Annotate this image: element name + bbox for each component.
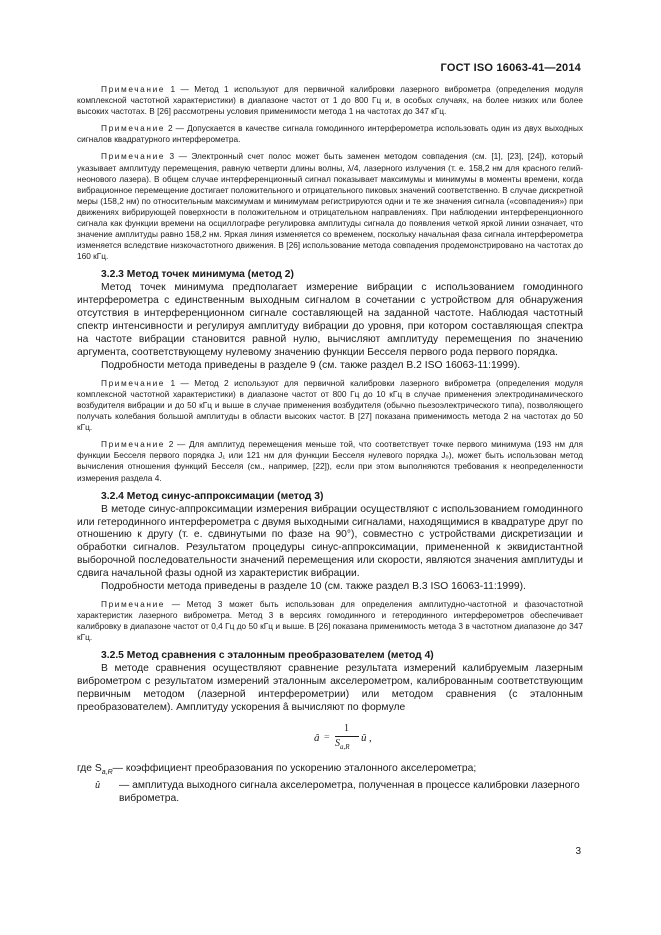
formula-rhs: û xyxy=(361,731,367,744)
section-3-2-3-note-2: Примечание 2 — Для амплитуд перемещения меньше той, что соответствует точке первого минимума (193 нм для функции Бесселя первого порядка J₁ или 121 нм для функции Бесселя нулевого порядка J₀), может быть использован метод вычисления отношения функций Бесселя (см., например, [22]), если при этом выполняются требования к неопределенности измерения раздела 4. xyxy=(77,439,583,483)
formula-comma: , xyxy=(369,731,372,744)
note-1: Примечание 1 — Метод 1 используют для первичной калибровки лазерного виброметра (определения модуля комплексной частотной характеристики) в диапазоне частот от 1 до 800 Гц и, в особых случаях, на более низких или более высоких частотах. В [26] рассмотрены условия применимости метода 1 на частотах до 347 кГц. xyxy=(77,84,583,117)
section-3-2-3-reference: Подробности метода приведены в разделе 9 (см. также раздел В.2 ISO 16063-11:1999). xyxy=(101,359,521,371)
formula-numerator: 1 xyxy=(344,722,349,734)
formula-denominator: $S_{a,R}$ xyxy=(335,737,350,751)
section-3-2-3-paragraph: Метод точек минимума предполагает измерение вибрации с использованием гомодинного интерферометра с единственным выходным сигналом в сочетании с устройством для обнаружения отсутствия в интерференционном сигнале составляющей на заданной частоте. Наблюдая частотный спектр интенсивности и регулируя амплитуду вибрации до уровня, при котором составляющая спектра на частоте вибрации становится равной нулю, вычисляют амплитуду перемещения по значению аргумента, соответствующему нулевому значению функции Бесселя первого рода первого порядка. xyxy=(77,282,583,358)
formula-legend xyxy=(77,763,583,806)
page-content xyxy=(77,84,583,806)
section-3-2-5-heading: 3.2.5 Метод сравнения с эталонным преобразователем (метод 4) xyxy=(101,650,434,662)
fraction-bar xyxy=(335,736,359,737)
formula-lhs: â xyxy=(314,731,320,744)
section-3-2-3-note-1: Примечание 1 — Метод 2 используют для первичной калибровки лазерного виброметра (определения модуля комплексной частотной характеристики) в диапазоне частот от 800 Гц до 10 кГц в случае применения электродинамического возбудителя вибрации и до 50 кГц и выше в случае применения возбудителя (обычно пьезоэлектрического типа), позволяющего получать колебания большой амплитуды в области высоких частот. В [27] показана применимость метода 2 на частотах до 50 кГц. xyxy=(77,377,583,433)
section-3-2-3-heading: 3.2.3 Метод точек минимума (метод 2) xyxy=(101,269,294,281)
formula-equals: = xyxy=(324,731,330,743)
note-3: Примечание 3 — Электронный счет полос может быть заменен методом совпадения (см. [1], [23], [24]), который указывает амплитуду перемещения, равную четверти длины волны, λ/4, лазерного излучения (т. е. 158,2 нм для красного гелий-неонового лазера). В общем случае интерференционный сигнал показывает максимумы и минимумы в моменты времени, когда вибрационное перемещение достигает положительного и отрицательного пиковых значений соответственно. В случае дискретной меры (158,2 нм) по относительным максимумам и минимумам регистрируются одни и те же значения сигнала («совпадения») при движениях вибрирующей поверхности в положительном и отрицательном направлениях. При наблюдении интерференционного сигнала как функции времени на осциллографе регулировка амплитуды сигнала до появления четкой яркой линии означает, что значение амплитуды равно 158,2 нм. Яркая линия изменяется со временем, поскольку начальная фаза сигнала интерферометра изменяется вследствие низкочастотного движения. В [26] использование метода совпадения продемонстрировано на частотах до 160 кГц. xyxy=(77,151,583,262)
legend-row-sensitivity: где $S_{a,R}$ — коэффициент преобразования по ускорению эталонного акселерометра; xyxy=(77,762,477,776)
section-3-2-4-paragraph: В методе синус-аппроксимации измерения вибрации осуществляют с использованием гомодинного или гетеродинного интерферометра с двумя выходными сигналами, находящимися в квадратуре друг по отношению к другу (т. е. сдвинутыми по фазе на 90°), совместно с устройствами дискретизации и обработки сигналов. Результатом процедуры синус-аппроксимации, примененной к эквидистантной выборочной последовательности значений перемещения или скорости, являются значения амплитуды и сдвига начальной фазы одной из характеристик вибрации. xyxy=(77,503,583,580)
section-3-2-4-heading: 3.2.4 Метод синус-аппроксимации (метод 3) xyxy=(101,490,324,502)
section-3-2-4-note: Примечание — Метод 3 может быть использован для определения амплитудно-частотной и фазочастотной характеристик лазерного виброметра. Метод 3 в версиях гомодинного и гетеродинного интерферометров обеспечивает калибровку в диапазоне частот от 0,4 Гц до 50 кГц и выше. В [26] показана применимость метода 3 в частотном диапазоне до 347 кГц. xyxy=(77,598,583,643)
section-3-2-4-reference: Подробности метода приведены в разделе 10 (см. также раздел В.3 ISO 16063-11:1999). xyxy=(101,581,526,593)
legend-row-amplitude: û — амплитуда выходного сигнала акселерометра, полученная в процессе калибровки лазерного виброметра. xyxy=(95,779,580,804)
standard-header: ГОСТ ISO 16063-41—2014 xyxy=(440,62,581,74)
note-2: Примечание 2 — Допускается в качестве сигнала гомодинного интерферометра использовать один из двух выходных сигналов квадратурного интерферометра. xyxy=(77,123,583,145)
page-number: 3 xyxy=(575,846,581,857)
acceleration-formula xyxy=(77,721,583,761)
section-3-2-5-paragraph: В методе сравнения осуществляют сравнение результата измерений калибруемым лазерным виброметром с результатом измерений эталонным акселерометром, калиброванным соответствующим первичным методом (лазерной интерферометрии) или методом сравнения (с эталонным преобразователем). Амплитуду ускорения â вычисляют по формуле xyxy=(77,663,583,714)
